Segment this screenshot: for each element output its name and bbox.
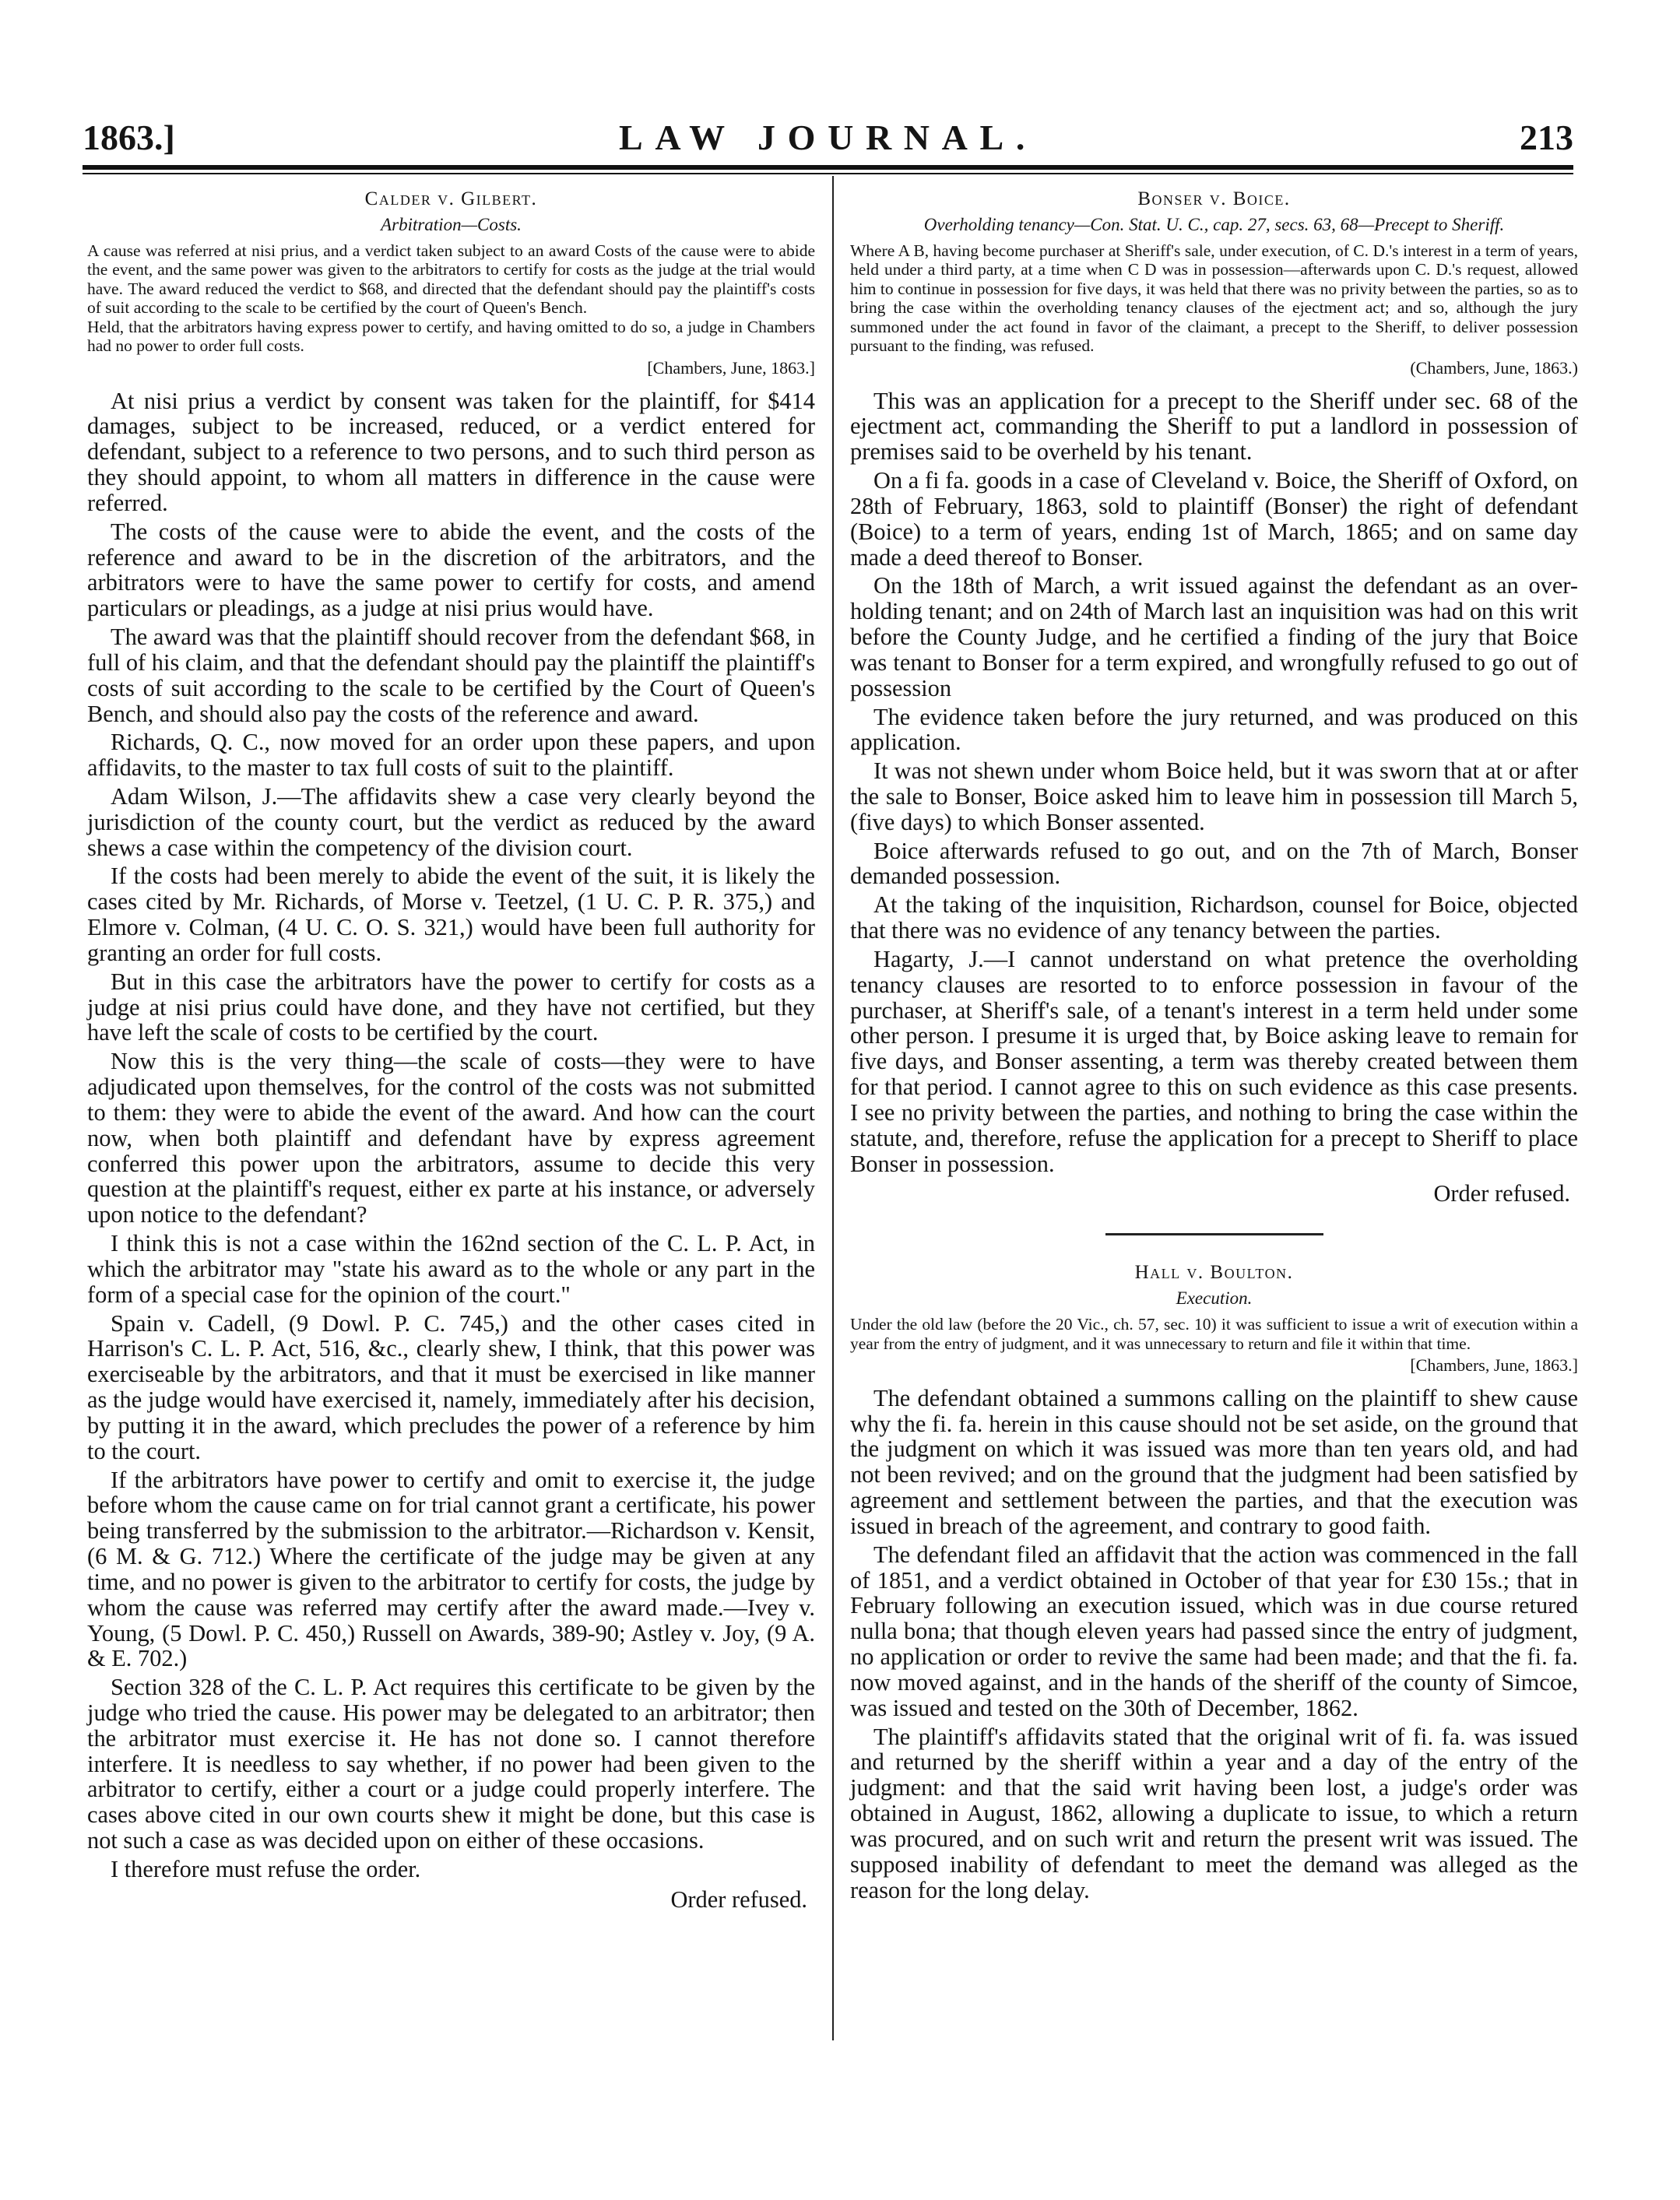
body-paragraph: On a fi fa. goods in a case of Cleveland v. Boice, the Sheriff of Oxford, on 28th of February, 1863, sold to plaintiff (Bonser) the right of defendant (Boice) to a term of years, ending 1st of March, 1865; and on same day made a deed thereof to Bonser.	[850, 467, 1578, 571]
header-year: 1863.]	[83, 118, 175, 157]
body-paragraph: It was not shewn under whom Boice held, but it was sworn that at or after the sale to Bonser, Boice asked him to leave him in possession till March 5, (five days) to which Bonser assented.	[850, 757, 1578, 835]
body-paragraph: Hagarty, J.—I cannot understand on what pretence the overholding tenancy clauses are resorted to to enforce possession in favour of the purchaser, at Sheriff's sale, of a tenant's interest in a term held under some other person. I presume it is urged that, by Boice asking leave to remain for five days, and Bonser assenting, a term was thereby created between them for that period. I cannot agree to this on such evidence as this case presents. I see no privity between the parties, and nothing to bring the case within the statute, and, therefore, refuse the application for a precept to Sheriff to place Bonser in possession.	[850, 945, 1578, 1177]
page-number: 213	[1520, 118, 1573, 157]
body-paragraph: Spain v. Cadell, (9 Dowl. P. C. 745,) and the other cases cited in Harrison's C. L. P. Act, 516, &c., clearly shew, I think, that this power was exerciseable by the arbitrators, and that it must be exercised in like manner as the judge would have exercised it, namely, immediately after his decision, by putting it in the award, which precludes the power of a reference by him to the court.	[87, 1309, 815, 1464]
case-citation: (Chambers, June, 1863.)	[1410, 357, 1578, 378]
body-paragraph: The evidence taken before the jury returned, and was produced on this application.	[850, 703, 1578, 756]
body-paragraph: The plaintiff's affidavits stated that the original writ of fi. fa. was issued and returned by the sheriff within a year and a day of the entry of the judgment: and that the said writ having been lost, a judge's order was obtained in August, 1862, allowing a duplicate to issue, to which a return was procured, and on such writ and return the present writ was issued. The supposed inability of defendant to meet the demand was alleged as the reason for the long delay.	[850, 1723, 1578, 1903]
case-citation: [Chambers, June, 1863.]	[647, 357, 815, 378]
order-refused: Order refused.	[670, 1885, 807, 1913]
body-paragraph: I think this is not a case within the 162nd section of the C. L. P. Act, in which the arbitrator may "state his award as to the whole or any part in the form of a special case for the opinion of the court."	[87, 1230, 815, 1308]
body-paragraph: Adam Wilson, J.—The affidavits shew a case very clearly beyond the jurisdiction of the county court, but the verdict as reduced by the award shews a case within the competency of the division court.	[87, 783, 815, 861]
header-rule-thin	[83, 173, 1573, 174]
headnote: Under the old law (before the 20 Vic., ch. 57, sec. 10) it was sufficient to issue a writ of execution within a year from the entry of judgment, and it was unnecessary to return and file it within that time.	[850, 1315, 1578, 1353]
headnote: A cause was referred at nisi prius, and a verdict taken subject to an award Costs of the cause were to abide the event, and the same power was given to the arbitrators to certify for costs as the judge at the trial would have. The award reduced the verdict to $68, and directed that the defendant should pay the plaintiff's costs of suit according to the scale to be certified by the court of Queen's Bench.	[87, 241, 815, 318]
case-citation: [Chambers, June, 1863.]	[1410, 1355, 1578, 1376]
body-paragraph: The defendant obtained a summons calling on the plaintiff to shew cause why the fi. fa. herein in this cause should not be set aside, on the ground that the judgment on which it was issued was more than ten years old, and had not been revived; and on the ground that the judgment had been satisfied by agreement and settlement between the parties, and that the execution was issued in breach of the agreement, and contrary to good faith.	[850, 1384, 1578, 1539]
body-paragraph: If the arbitrators have power to certify and omit to exercise it, the judge before whom the cause came on for trial cannot grant a certificate, his power being transferred by the submission to the arbitrator.—Richardson v. Kensit, (6 M. & G. 712.) Where the certificate of the judge may be given at any time, and no power is given to the arbitrator to certify for costs, the judge by whom the cause was referred may certify after the award made.—Ivey v. Young, (5 Dowl. P. C. 450,) Russell on Awards, 389-90; Astley v. Joy, (9 A. & E. 702.)	[87, 1466, 815, 1672]
left-column	[87, 184, 815, 1921]
body-paragraph: This was an application for a precept to the Sheriff under sec. 68 of the ejectment act, commanding the Sheriff to put a landlord in possession of premises said to be overheld by his tenant.	[850, 387, 1578, 466]
headnote-held: Held, that the arbitrators having express power to certify, and having omitted to do so, a judge in Chambers had no power to order full costs.	[87, 317, 815, 356]
body-paragraph: The costs of the cause were to abide the event, and the costs of the reference and award to be in the discretion of the arbitrators, and the arbitrators were to have the same power to certify for costs, and amend particulars or pleadings, as a judge at nisi prius would have.	[87, 518, 815, 622]
case-title-bonser-boice: Bonser v. Boice.	[1137, 188, 1291, 209]
body-paragraph: Now this is the very thing—the scale of costs—they were to have adjudicated upon themselves, for the control of the costs was not submitted to them: they were to abide the event of the award. And how can the court now, when both plaintiff and defendant have by express agreement conferred this power upon the arbitrators, assume to decide this very question at the plaintiff's request, either ex parte at his instance, or adversely upon notice to the defendant?	[87, 1048, 815, 1228]
body-paragraph: Boice afterwards refused to go out, and on the 7th of March, Bonser demanded possession.	[850, 837, 1578, 890]
header-rule-thick	[83, 165, 1573, 170]
body-paragraph: Section 328 of the C. L. P. Act requires this certificate to be given by the judge who tried the cause. His power may be delegated to an arbitrator; then the arbitrator must exercise it. He has not done so. I cannot therefore interfere. It is needless to say whether, if no power had been given to the arbitrator to certify, either a court or a judge could properly interfere. The cases above cited in our own courts shew it might be done, but this case is not such a case as was decided upon on either of these occasions.	[87, 1674, 815, 1854]
running-head	[83, 117, 1573, 163]
case-title-calder-gilbert: Calder v. Gilbert.	[364, 188, 538, 209]
right-column	[850, 184, 1578, 1906]
order-refused: Order refused.	[1433, 1180, 1570, 1207]
body-paragraph: I therefore must refuse the order.	[111, 1855, 421, 1882]
case-subject: Overholding tenancy—Con. Stat. U. C., cap. 27, secs. 63, 68—Precept to Sheriff.	[923, 215, 1505, 234]
body-paragraph: But in this case the arbitrators have the power to certify for costs as a judge at nisi prius could have done, and they have not certified, but they have left the scale of costs to be certified by the court.	[87, 968, 815, 1046]
body-paragraph: Richards, Q. C., now moved for an order upon these papers, and upon affidavits, to the master to tax full costs of suit to the plaintiff.	[87, 729, 815, 782]
case-subject: Arbitration—Costs.	[381, 215, 522, 234]
headnote: Where A B, having become purchaser at Sheriff's sale, under execution, of C. D.'s interest in a term of years, held under a third party, at a time when C D was in possession—afterwards upon C. D.'s request, allowed him to continue in possession for five days, it was held that there was no privity between the parties, so as to bring the case within the overholding tenancy clauses of the ejectment act; and so, although the jury summoned under the act found in favor of the claimant, a precept to the Sheriff, to deliver possession pursuant to the finding, was refused.	[850, 241, 1578, 356]
body-paragraph: At nisi prius a verdict by consent was taken for the plaintiff, for $414 damages, subject to be increased, reduced, or a verdict entered for defendant, subject to a reference to two persons, and to such third person as they should appoint, to whom all matters in difference in the cause were referred.	[87, 387, 815, 516]
case-subject: Execution.	[1176, 1288, 1253, 1309]
journal-title: LAW JOURNAL.	[619, 118, 1037, 157]
body-paragraph: On the 18th of March, a writ issued against the defendant as an over-holding tenant; and on 24th of March last an inquisition was had on this writ before the County Judge, and he certified a finding of the jury that Boice was tenant to Bonser for a term expired, and wrongfully refused to go out of possession	[850, 572, 1578, 701]
case-title-hall-boulton: Hall v. Boulton.	[1134, 1262, 1294, 1284]
column-divider	[832, 176, 834, 2040]
case-separator-rule	[1105, 1233, 1323, 1235]
body-paragraph: At the taking of the inquisition, Richardson, counsel for Boice, objected that there was no evidence of any tenancy between the parties.	[850, 891, 1578, 944]
body-paragraph: The award was that the plaintiff should recover from the defendant $68, in full of his claim, and that the defendant should pay the plaintiff the plaintiff's costs of suit according to the scale to be certified by the Court of Queen's Bench, and should also pay the costs of the reference and award.	[87, 624, 815, 727]
body-paragraph: If the costs had been merely to abide the event of the suit, it is likely the cases cited by Mr. Richards, of Morse v. Teetzel, (1 U. C. P. R. 375,) and Elmore v. Colman, (4 U. C. O. S. 321,) would have been full authority for granting an order for full costs.	[87, 863, 815, 966]
body-paragraph: The defendant filed an affidavit that the action was commenced in the fall of 1851, and a verdict obtained in October of that year for £30 15s.; that in February following an execution issued, which was in due course retured nulla bona; that though eleven years had passed since the entry of judgment, no application or order to revive the same had been made; and that the fi. fa. now moved against, and in the hands of the sheriff of the county of Simcoe, was issued and tested on the 30th of December, 1862.	[850, 1541, 1578, 1721]
